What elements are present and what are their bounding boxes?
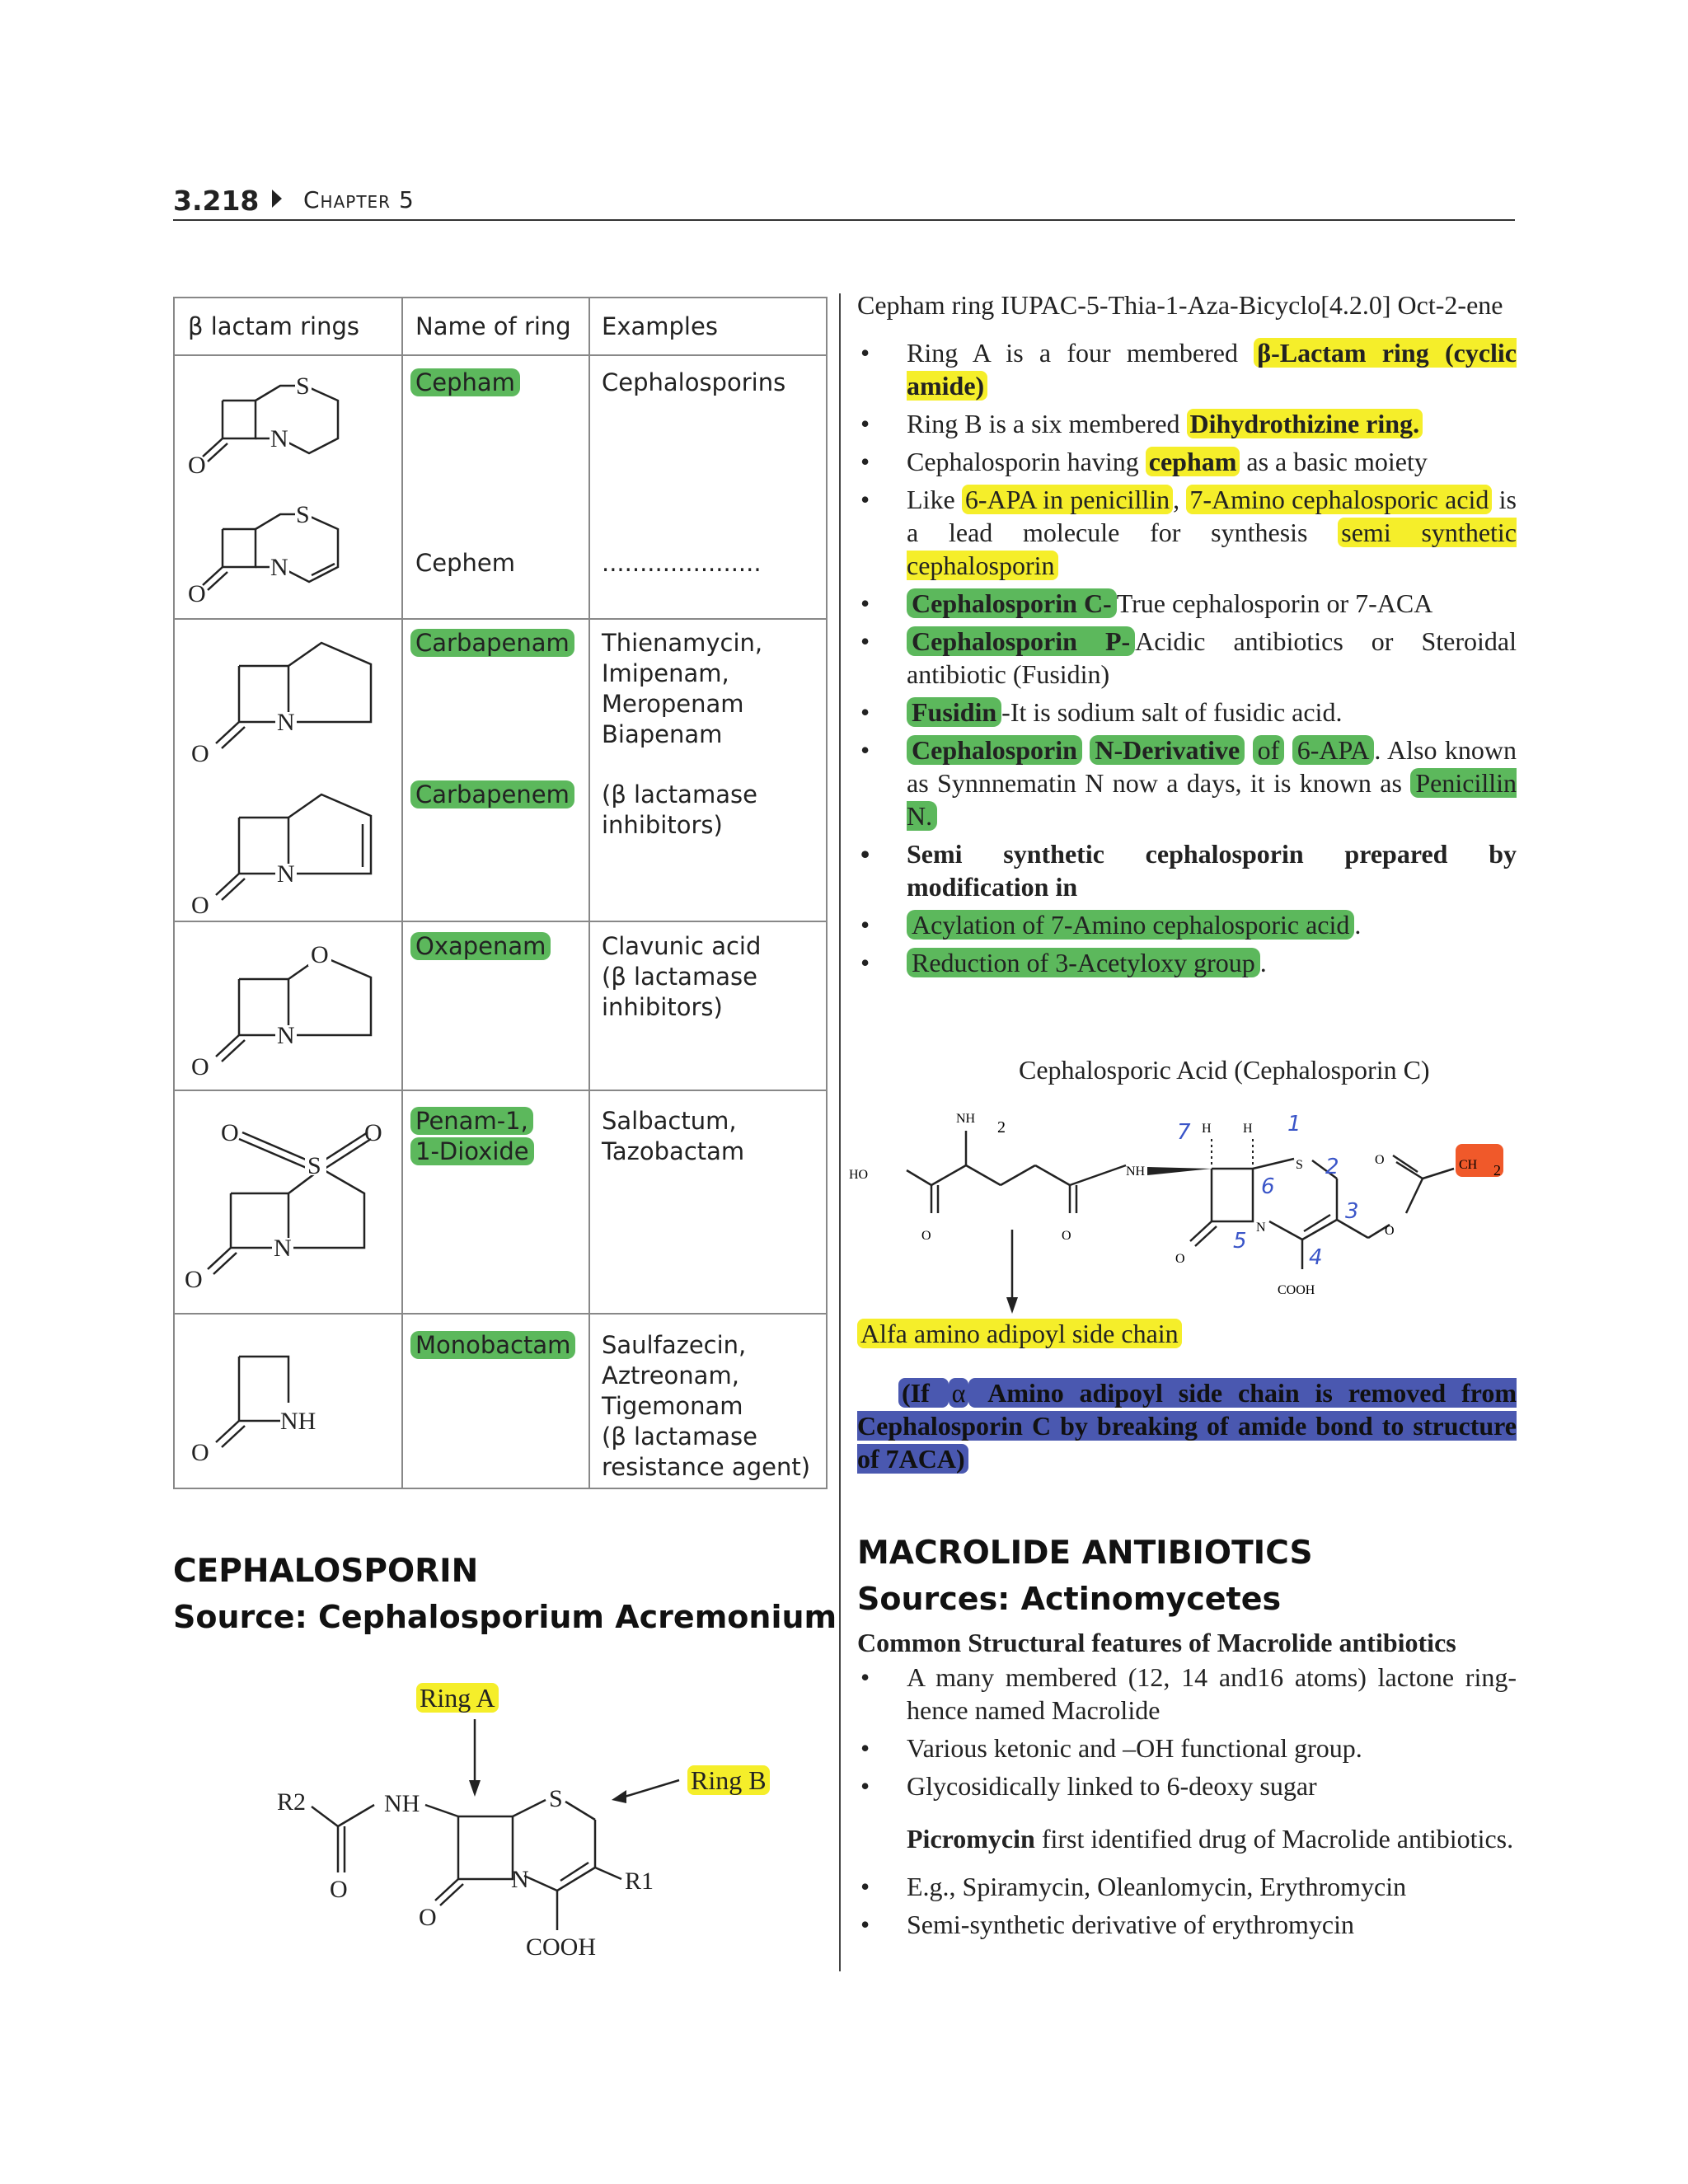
svg-text:NH: NH (1126, 1165, 1146, 1179)
svg-text:5: 5 (1233, 1229, 1247, 1254)
table-border (173, 1313, 828, 1315)
right-column (857, 288, 1517, 984)
ring-name-carbapenem: Carbapenem (410, 780, 574, 810)
macrolide-source: Sources: Actinomycetes (857, 1581, 1282, 1617)
table-border (826, 297, 828, 1489)
cephalosporin-source: Source: Cephalosporium Acremonium (173, 1599, 837, 1635)
svg-text:O: O (921, 1229, 931, 1243)
chevron-right-icon (272, 190, 282, 208)
list-item: • Semi-synthetic derivative of erythromycin (857, 1908, 1517, 1941)
ring-name-monobactam: Monobactam (410, 1330, 575, 1361)
svg-text:O: O (221, 1119, 239, 1146)
svg-text:S: S (296, 373, 310, 400)
svg-text:NH: NH (956, 1112, 976, 1126)
ring-name-cepham: Cepham (410, 368, 520, 398)
list-item: • Cephalosporin C- True cephalosporin or 7-ACA (857, 587, 1517, 620)
svg-text:HO: HO (849, 1168, 869, 1182)
svg-text:H: H (1202, 1122, 1212, 1136)
carbapenem-structure (173, 771, 401, 920)
svg-text:H: H (1243, 1122, 1253, 1136)
svg-text:S: S (1296, 1158, 1303, 1172)
ring-name-cephem: Cephem (415, 549, 515, 577)
chapter-label: Chapter 5 (303, 186, 415, 213)
svg-text:S: S (296, 501, 310, 528)
svg-text:2: 2 (1325, 1155, 1339, 1179)
svg-text:R2: R2 (277, 1788, 307, 1816)
svg-text:S: S (307, 1152, 321, 1179)
svg-text:O: O (191, 740, 209, 767)
cephalosporin-points (857, 336, 1517, 979)
example-thienamycin: Thienamycin, Imipenam, Meropenam Biapenam (602, 629, 763, 748)
svg-text:1: 1 (1287, 1112, 1301, 1137)
list-item: • Various ketonic and –OH functional group. (857, 1732, 1517, 1765)
example-cephalosporins: Cephalosporins (602, 368, 786, 396)
list-item: • Cephalosporin N-Derivative of 6-APA . Also known as Synnnematin N now a days, it is known as Penicillin N. (857, 733, 1517, 832)
list-item: • Glycosidically linked to 6-deoxy sugar (857, 1769, 1517, 1802)
svg-text:6: 6 (1261, 1174, 1275, 1199)
svg-text:4: 4 (1309, 1245, 1323, 1270)
page-number: 3.218 (173, 185, 260, 217)
svg-text:O: O (1375, 1153, 1385, 1167)
example-salbactum: Salbactum, Tazobactam (602, 1107, 745, 1165)
ring-b-label: Ring B (687, 1765, 770, 1796)
list-item: • Ring A is a four membered β-Lactam ring (cyclic amide) (857, 336, 1517, 402)
ring-name-carbapenam: Carbapenam (410, 628, 574, 658)
ring-a-label: Ring A (416, 1683, 499, 1713)
picromycin-note: Picromycin first identified drug of Macrolide antibiotics. (907, 1824, 1514, 1854)
list-item: • A many membered (12, 14 and16 atoms) lactone ring-hence named Macrolide (857, 1661, 1517, 1727)
cephalosporin-c-structure (849, 1090, 1533, 1320)
svg-text:S: S (549, 1785, 563, 1812)
table-header-examples: Examples (602, 312, 718, 340)
column-divider (839, 293, 841, 1971)
svg-text:O: O (185, 1266, 203, 1293)
side-chain-label: Alfa amino adipoyl side chain (857, 1319, 1182, 1349)
table-border (173, 297, 828, 298)
svg-text:O: O (1175, 1252, 1185, 1266)
cephem-structure (173, 485, 401, 616)
table-border (588, 297, 590, 1489)
penam-dioxide-structure (173, 1091, 401, 1312)
macrolide-title: MACROLIDE ANTIBIOTICS (857, 1535, 1313, 1572)
list-item: • Like 6-APA in penicillin , 7-Amino cephalosporic acid is a lead molecule for synthesis semi synthetic cephalosporin (857, 483, 1517, 582)
svg-text:O: O (188, 452, 206, 479)
svg-text:N: N (274, 1235, 292, 1262)
macrolide-features (857, 1661, 1517, 1946)
table-border (173, 1488, 828, 1489)
oxapenam-structure (173, 925, 401, 1081)
svg-text:2: 2 (1493, 1162, 1501, 1179)
list-item: • Cephalosporin P- Acidic antibiotics or Steroidal antibiotic (Fusidin) (857, 625, 1517, 691)
svg-text:O: O (1062, 1229, 1071, 1243)
monobactam-structure (173, 1315, 401, 1480)
svg-text:O: O (191, 1439, 209, 1466)
svg-text:COOH: COOH (526, 1933, 597, 1961)
svg-text:N: N (277, 860, 295, 888)
example-lactamase-inhibitors: (β lactamase inhibitors) (602, 780, 757, 839)
list-item: • Semi synthetic cephalosporin prepared by modification in (857, 837, 1517, 903)
carbapenam-structure (173, 620, 401, 768)
example-saulfazecin: Saulfazecin, Aztreonam, Tigemonam (β lactamase resistance agent) (602, 1331, 811, 1481)
ring-name-penam-dioxide: Penam-1, 1-Dioxide (410, 1106, 534, 1167)
svg-text:O: O (419, 1904, 437, 1931)
svg-text:N: N (270, 554, 288, 581)
list-item: • Acylation of 7-Amino cephalosporic acid . (857, 908, 1517, 941)
svg-text:CH: CH (1459, 1158, 1478, 1172)
cephalosporin-c-title: Cephalosporic Acid (Cephalosporin C) (1019, 1055, 1430, 1085)
side-chain-note: (If α Amino adipoyl side chain is removed from Cephalosporin C by breaking of amide bond to structure of 7ACA) (857, 1378, 1517, 1474)
table-header-rings: β lactam rings (188, 312, 359, 340)
cepham-iupac: Cepham ring IUPAC-5-Thia-1-Aza-Bicyclo[4.2.0] Oct-2-ene (857, 290, 1503, 320)
svg-text:O: O (188, 580, 206, 607)
list-item: • Cephalosporin having cepham as a basic moiety (857, 445, 1517, 478)
example-clavunic-acid: Clavunic acid (β lactamase inhibitors) (602, 932, 762, 1021)
cephalosporin-core-structure (272, 1714, 734, 1970)
list-item: • Fusidin -It is sodium salt of fusidic acid. (857, 696, 1517, 729)
svg-text:N: N (277, 709, 295, 736)
list-item: • Reduction of 3-Acetyloxy group . (857, 946, 1517, 979)
svg-text:O: O (191, 892, 209, 919)
beta-lactam-table (173, 297, 828, 1489)
cephalosporin-title: CEPHALOSPORIN (173, 1553, 479, 1590)
svg-text:COOH: COOH (1278, 1283, 1315, 1297)
svg-text:N: N (277, 1022, 295, 1049)
list-item: • E.g., Spiramycin, Oleanlomycin, Erythromycin (857, 1870, 1517, 1903)
svg-text:2: 2 (997, 1118, 1006, 1137)
svg-text:N: N (1256, 1221, 1266, 1235)
svg-text:7: 7 (1177, 1120, 1191, 1145)
svg-text:O: O (1385, 1224, 1395, 1238)
svg-text:N: N (511, 1866, 529, 1893)
example-blank: ..................... (602, 549, 762, 577)
svg-text:O: O (364, 1119, 382, 1146)
cepham-structure (173, 356, 401, 488)
svg-text:NH: NH (280, 1408, 316, 1435)
ring-name-oxapenam: Oxapenam (410, 931, 551, 962)
svg-text:3: 3 (1345, 1199, 1359, 1224)
svg-text:N: N (270, 425, 288, 452)
list-item: • Ring B is a six membered Dihydrothizine ring. (857, 407, 1517, 440)
svg-text:R1: R1 (625, 1868, 654, 1895)
header-rule (173, 219, 1515, 221)
svg-text:O: O (311, 941, 329, 968)
table-border (173, 921, 828, 922)
table-border (401, 297, 403, 1489)
svg-text:O: O (330, 1876, 348, 1903)
svg-text:O: O (191, 1053, 209, 1080)
table-header-name: Name of ring (415, 312, 571, 340)
macrolide-subheading: Common Structural features of Macrolide antibiotics (857, 1628, 1456, 1657)
svg-text:NH: NH (384, 1790, 420, 1817)
